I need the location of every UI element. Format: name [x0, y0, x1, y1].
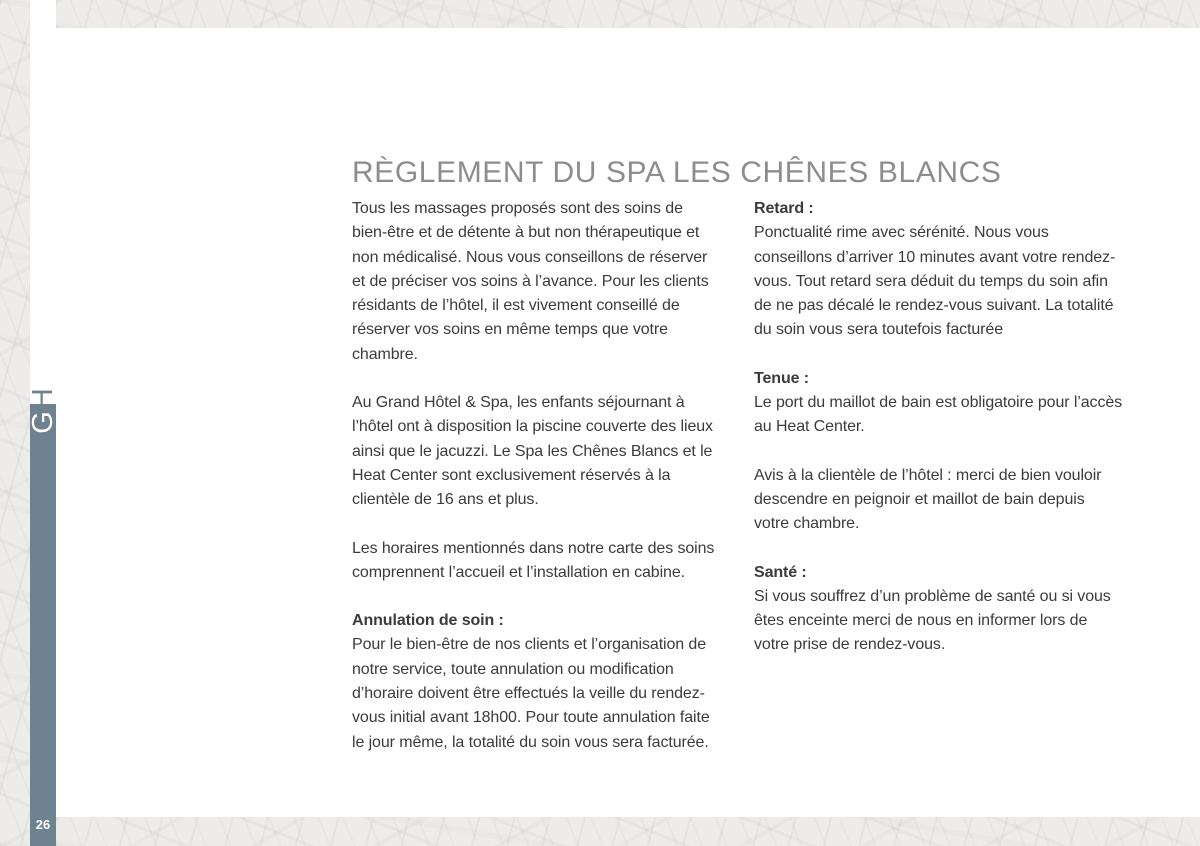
body-content [352, 197, 1124, 779]
section-annulation [352, 609, 722, 755]
section-heading: Santé : [754, 563, 807, 581]
background-texture-top [56, 0, 1200, 28]
page-title: RÈGLEMENT DU SPA LES CHÊNES BLANCS [352, 156, 1002, 190]
left-column [352, 197, 722, 779]
paragraph-massages [352, 197, 722, 367]
right-column [754, 197, 1124, 779]
gh-monogram-logo [28, 377, 58, 443]
section-sante [754, 561, 1124, 658]
paragraph-text: Le port du maillot de bain est obligatoire pour l’accès au Heat Center. [754, 394, 1123, 436]
paragraph-text: Les horaires mentionnés dans notre carte des soins comprennent l’accueil et l’installation en cabine. [352, 539, 715, 581]
sidebar-bar [27, 404, 59, 846]
background-texture-bottom [56, 817, 1200, 846]
monogram-letter-h: H [27, 386, 59, 410]
paragraph-text: Tous les massages proposés sont des soins de bien-être et de détente à but non thérapeutique et non médicalisé. Nous vous conseillons de réserver et de préciser vos soins à l’avance. Pour les clients résidants de l’hôtel, il est vivement conseillé de réserver vos soins en même temps que votre chambre. [352, 200, 709, 363]
paragraph-horaires [352, 537, 722, 586]
background-texture-left [0, 0, 30, 846]
monogram-letter-g: G [27, 409, 59, 434]
paragraph-avis-clientele [754, 464, 1124, 537]
paragraph-text: Ponctualité rime avec sérénité. Nous vous conseillons d’arriver 10 minutes avant votre rendez-vous. Tout retard sera déduit du temps du soin afin de ne pas décalé le rendez-vous suivant. La totalité du soin vous sera toutefois facturée [754, 224, 1116, 339]
paragraph-text: Au Grand Hôtel & Spa, les enfants séjournant à l’hôtel ont à disposition la piscine couverte des lieux ainsi que le jacuzzi. Le Spa les Chênes Blancs et le Heat Center sont exclusivement réservés à la clientèle de 16 ans et plus. [352, 394, 713, 509]
paragraph-text: Pour le bien-être de nos clients et l’organisation de notre service, toute annulation ou modification d’horaire doivent être effectués la veille du rendez-vous initial avant 18h00. Pour toute annulation faite le jour même, la totalité du soin vous sera facturée. [352, 636, 710, 751]
paragraph-text: Si vous souffrez d’un problème de santé ou si vous êtes enceinte merci de nous en informer lors de votre prise de rendez-vous. [754, 587, 1111, 654]
section-heading: Tenue : [754, 369, 810, 387]
section-heading: Retard : [754, 200, 814, 217]
page-number: 26 [35, 817, 51, 832]
section-tenue [754, 367, 1124, 440]
paragraph-text: Avis à la clientèle de l’hôtel : merci de bien vouloir descendre en peignoir et maillot de bain depuis votre chambre. [754, 466, 1102, 533]
section-retard [754, 197, 1124, 343]
section-heading: Annulation de soin : [352, 612, 504, 630]
paragraph-enfants [352, 391, 722, 512]
